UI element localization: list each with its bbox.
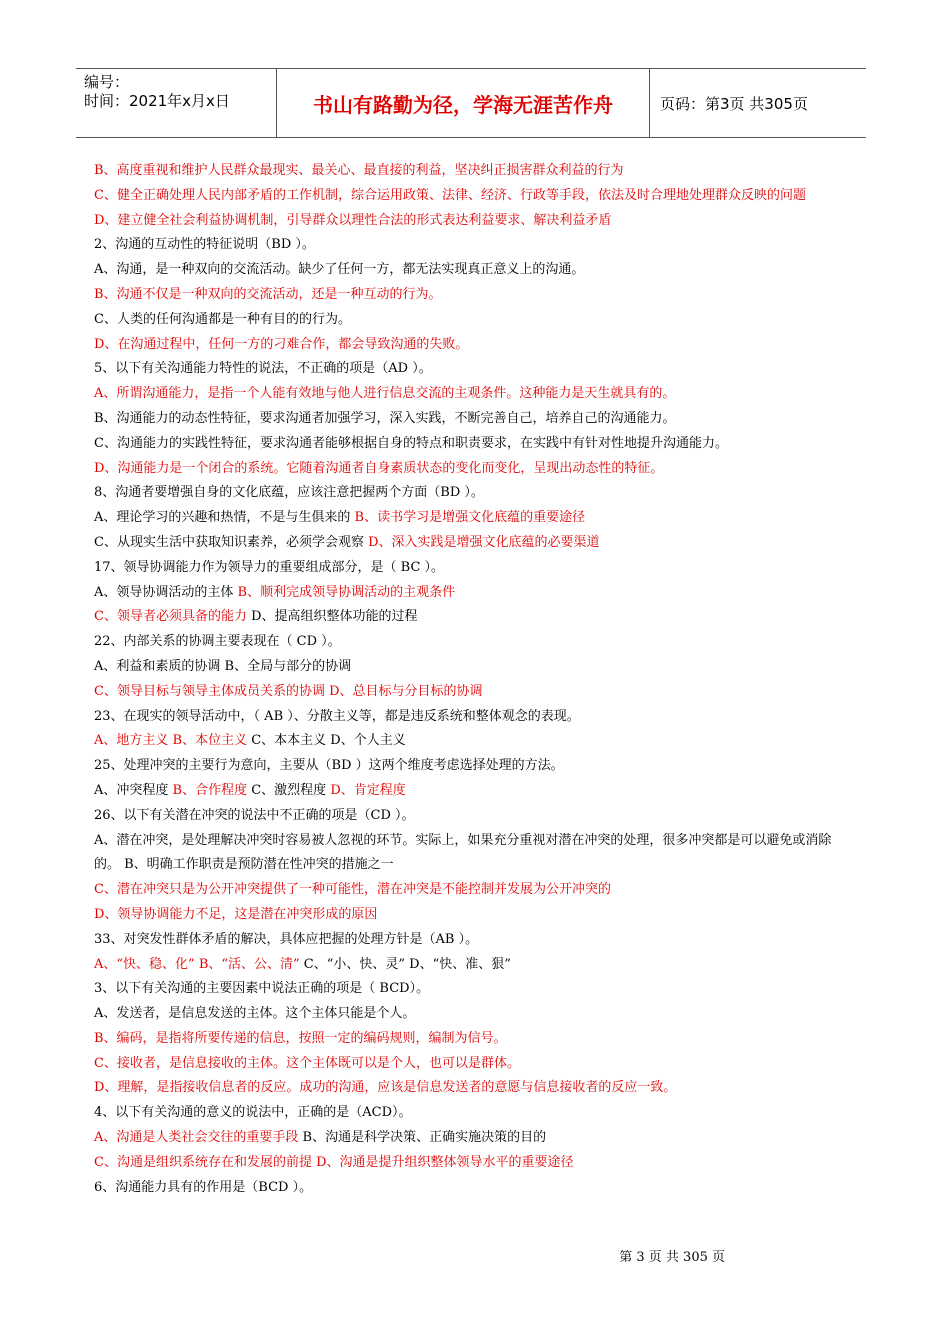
number-label: 编号： bbox=[84, 73, 130, 91]
page-footer bbox=[0, 1246, 950, 1265]
text-segment: A、冲突程度 bbox=[94, 782, 173, 798]
text-segment: A、潜在冲突，是处理解决冲突时容易被人忽视的环节。实际上，如果充分重视对潜在冲突的处理，很多冲突都是可以避免或消除的。 B、明确工作职责是预防潜在性冲突的措施之一 bbox=[94, 832, 832, 873]
text-segment: D、沟通能力是一个闭合的系统。它随着沟通者自身素质状态的变化而变化，呈现出动态性的特征。 bbox=[94, 460, 664, 476]
text-segment: 22、内部关系的协调主要表现在（ CD ）。 bbox=[94, 634, 341, 650]
text-line bbox=[94, 581, 854, 606]
text-segment: 23、在现实的领导活动中，（ AB ）、分散主义等，都是违反系统和整体观念的表现。 bbox=[94, 708, 580, 724]
text-segment: B、沟通是科学决策、正确实施决策的目的 bbox=[298, 1130, 547, 1146]
text-line bbox=[94, 754, 854, 779]
text-segment: D、在沟通过程中，任何一方的刁难合作，都会导致沟通的失败。 bbox=[94, 336, 469, 352]
text-segment: C、潜在冲突只是为公开冲突提供了一种可能性，潜在冲突是不能控制并发展为公开冲突的 bbox=[94, 882, 611, 898]
text-line bbox=[94, 680, 854, 705]
text-segment: D、提高组织整体功能的过程 bbox=[246, 609, 418, 625]
document-body bbox=[94, 159, 854, 1200]
text-line bbox=[94, 928, 854, 953]
text-segment: A、“快、稳、化” B、“活、公、清” bbox=[94, 956, 300, 972]
text-line bbox=[94, 556, 854, 581]
text-line bbox=[94, 333, 854, 358]
text-segment: C、健全正确处理人民内部矛盾的工作机制，综合运用政策、法律、经济、行政等手段，依法及时合理地处理群众反映的问题 bbox=[94, 187, 806, 203]
text-segment: D、理解，是指接收信息者的反应。成功的沟通，应该是信息发送者的意愿与信息接收者的反应一致。 bbox=[94, 1080, 677, 1096]
text-line bbox=[94, 308, 854, 333]
text-segment: C、沟通能力的实践性特征，要求沟通者能够根据自身的特点和职责要求，在实践中有针对性地提升沟通能力。 bbox=[94, 435, 728, 451]
text-line bbox=[94, 878, 854, 903]
text-line bbox=[94, 159, 854, 184]
text-line bbox=[94, 209, 854, 234]
text-line bbox=[94, 258, 854, 283]
text-segment: B、顺利完成领导协调活动的主观条件 bbox=[237, 584, 456, 600]
text-line bbox=[94, 432, 854, 457]
text-line bbox=[94, 1101, 854, 1126]
text-line bbox=[94, 953, 854, 978]
footer-page-number: 第 3 页 共 305 页 bbox=[619, 1250, 725, 1265]
text-segment: B、读书学习是增强文化底蕴的重要途径 bbox=[354, 510, 586, 526]
text-segment: 25、处理冲突的主要行为意向，主要从（BD ）这两个维度考虑选择处理的方法。 bbox=[94, 758, 564, 774]
text-segment: 3、以下有关沟通的主要因素中说法正确的项是（ BCD）。 bbox=[94, 981, 430, 997]
text-segment: A、沟通，是一种双向的交流活动。缺少了任何一方，都无法实现真正意义上的沟通。 bbox=[94, 262, 585, 278]
text-line bbox=[94, 1151, 854, 1176]
text-segment: 2、沟通的互动性的特征说明（BD ）。 bbox=[94, 237, 315, 253]
text-line bbox=[94, 1002, 854, 1027]
text-segment: 17、领导协调能力作为领导力的重要组成部分，是（ BC ）。 bbox=[94, 559, 445, 575]
text-segment: C、人类的任何沟通都是一种有目的的行为。 bbox=[94, 311, 351, 327]
text-segment: 26、以下有关潜在冲突的说法中不正确的项是（CD ）。 bbox=[94, 807, 415, 823]
text-line bbox=[94, 233, 854, 258]
text-line bbox=[94, 977, 854, 1002]
text-line bbox=[94, 705, 854, 730]
text-segment: C、沟通是组织系统存在和发展的前提 D、沟通是提升组织整体领导水平的重要途径 bbox=[94, 1154, 574, 1170]
text-line bbox=[94, 729, 854, 754]
text-line bbox=[94, 829, 854, 879]
text-segment: B、沟通不仅是一种双向的交流活动，还是一种互动的行为。 bbox=[94, 286, 442, 302]
text-segment: C、领导目标与领导主体成员关系的协调 D、总目标与分目标的协调 bbox=[94, 683, 483, 699]
text-line bbox=[94, 407, 854, 432]
text-segment: 5、以下有关沟通能力特性的说法，不正确的项是（AD ）。 bbox=[94, 361, 432, 377]
header-meta bbox=[76, 69, 277, 137]
text-segment: A、理论学习的兴趣和热情，不是与生俱来的 bbox=[94, 510, 355, 526]
text-line bbox=[94, 1052, 854, 1077]
time-label: 时间：2021年x月x日 bbox=[84, 92, 230, 110]
text-line bbox=[94, 382, 854, 407]
text-line bbox=[94, 779, 854, 804]
text-segment: 33、对突发性群体矛盾的解决，具体应把握的处理方针是（AB ）。 bbox=[94, 931, 479, 947]
text-segment: D、建立健全社会利益协调机制，引导群众以理性合法的形式表达利益要求、解决利益矛盾 bbox=[94, 212, 612, 228]
text-segment: C、“小、快、灵” D、“快、准、狠” bbox=[299, 956, 511, 972]
text-segment: B、沟通能力的动态性特征，要求沟通者加强学习，深入实践，不断完善自己，培养自己的沟通能力。 bbox=[94, 410, 676, 426]
text-segment: C、本本主义 D、个人主义 bbox=[247, 733, 406, 749]
header-motto: 书山有路勤为径，学海无涯苦作舟 bbox=[277, 69, 650, 137]
text-segment: B、编码，是指将所要传递的信息，按照一定的编码规则，编制为信号。 bbox=[94, 1030, 507, 1046]
text-line bbox=[94, 457, 854, 482]
text-line bbox=[94, 605, 854, 630]
text-line bbox=[94, 804, 854, 829]
text-segment: A、领导协调活动的主体 bbox=[94, 584, 238, 600]
text-line bbox=[94, 655, 854, 680]
text-segment: C、接收者，是信息接收的主体。这个主体既可以是个人，也可以是群体。 bbox=[94, 1055, 520, 1071]
text-segment: A、沟通是人类社会交往的重要手段 bbox=[94, 1130, 299, 1146]
text-segment: A、利益和素质的协调 B、全局与部分的协调 bbox=[94, 658, 352, 674]
text-segment: D、肯定程度 bbox=[330, 782, 406, 798]
text-segment: C、激烈程度 bbox=[247, 782, 331, 798]
text-line bbox=[94, 1126, 854, 1151]
text-segment: B、合作程度 bbox=[172, 782, 248, 798]
text-line bbox=[94, 184, 854, 209]
text-segment: 4、以下有关沟通的意义的说法中，正确的是（ACD）。 bbox=[94, 1105, 412, 1121]
text-line bbox=[94, 1176, 854, 1201]
text-segment: 6、沟通能力具有的作用是（BCD ）。 bbox=[94, 1179, 313, 1195]
text-line bbox=[94, 903, 854, 928]
text-segment: C、从现实生活中获取知识素养，必须学会观察 bbox=[94, 534, 369, 550]
header-page-label: 页码：第3页 共305页 bbox=[660, 94, 808, 113]
text-segment: A、地方主义 B、本位主义 bbox=[94, 733, 248, 749]
text-line bbox=[94, 1076, 854, 1101]
text-segment: A、所谓沟通能力，是指一个人能有效地与他人进行信息交流的主观条件。这种能力是天生就具有的。 bbox=[94, 386, 676, 402]
text-segment: D、领导协调能力不足，这是潜在冲突形成的原因 bbox=[94, 906, 378, 922]
text-segment: B、高度重视和维护人民群众最现实、最关心、最直接的利益，坚决纠正损害群众利益的行为 bbox=[94, 163, 624, 178]
page-header bbox=[76, 68, 866, 138]
text-line bbox=[94, 506, 854, 531]
text-line bbox=[94, 630, 854, 655]
text-line bbox=[94, 283, 854, 308]
text-segment: C、领导者必须具备的能力 bbox=[94, 609, 247, 625]
text-line bbox=[94, 1027, 854, 1052]
text-segment: 8、沟通者要增强自身的文化底蕴，应该注意把握两个方面（BD ）。 bbox=[94, 485, 484, 501]
text-line bbox=[94, 531, 854, 556]
text-segment: A、发送者，是信息发送的主体。这个主体只能是个人。 bbox=[94, 1006, 416, 1022]
text-segment: D、深入实践是增强文化底蕴的必要渠道 bbox=[368, 534, 600, 550]
text-line bbox=[94, 357, 854, 382]
text-line bbox=[94, 481, 854, 506]
